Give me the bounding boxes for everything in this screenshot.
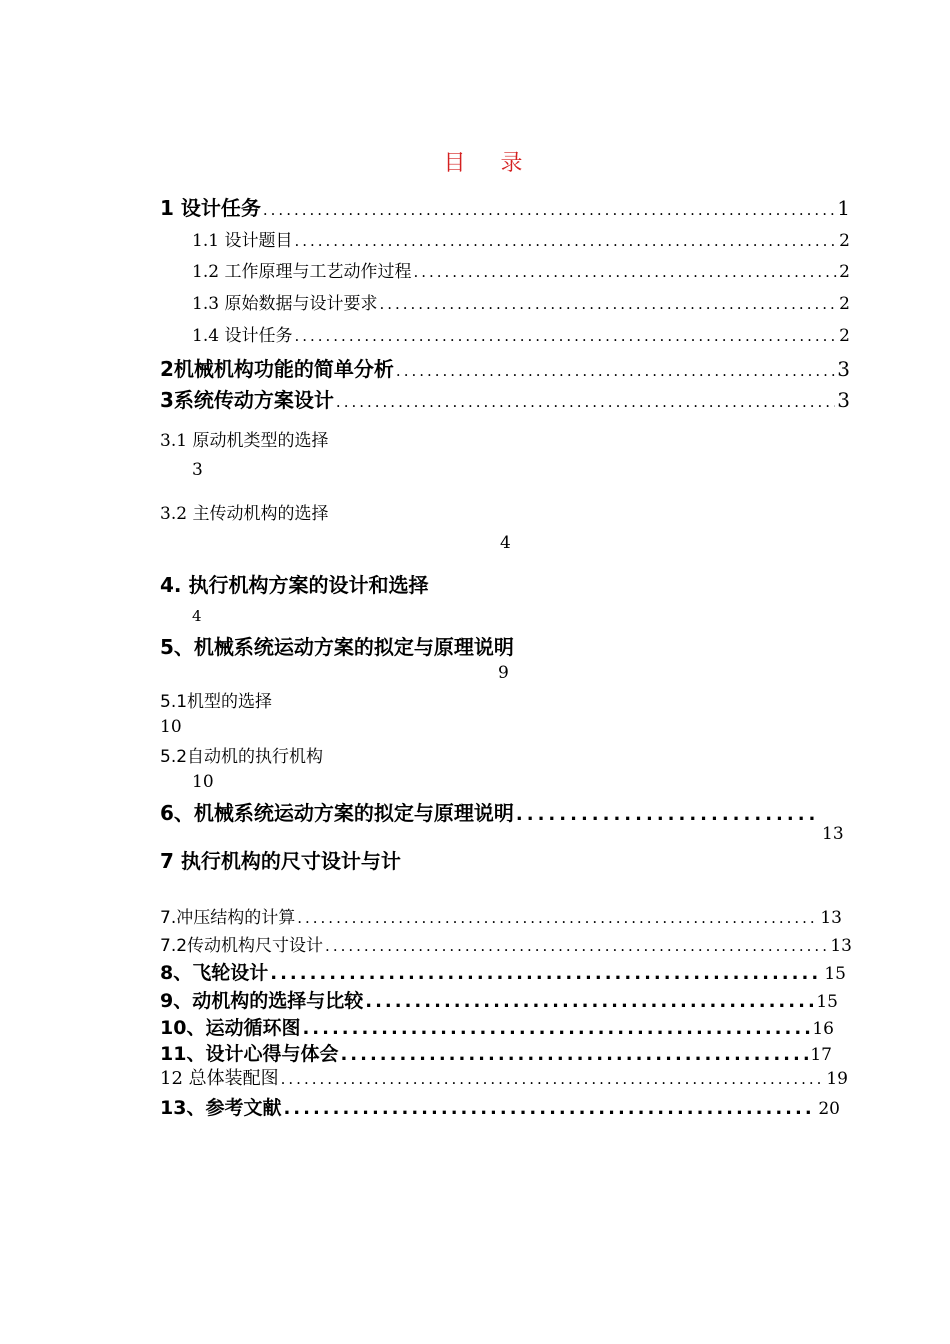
toc-entry-label: 13、参考文献 xyxy=(160,1097,282,1119)
toc-leader-dots xyxy=(281,1070,825,1088)
toc-entry-1-1[interactable] xyxy=(192,226,850,251)
toc-entry-7-2[interactable] xyxy=(160,931,852,956)
toc-entry-9[interactable] xyxy=(160,986,838,1013)
toc-entry-11[interactable] xyxy=(160,1039,832,1066)
toc-entry-7-label[interactable]: 7 执行机构的尺寸设计与计 xyxy=(160,849,401,873)
toc-entry-13[interactable] xyxy=(160,1093,840,1120)
toc-page-number: 13 xyxy=(830,936,852,956)
toc-entry-5-page: 9 xyxy=(498,663,509,683)
toc-entry-6-page: 13 xyxy=(822,824,844,844)
toc-entry-5-1-page: 10 xyxy=(160,717,182,737)
toc-entry-5-2-label[interactable]: 5.2自动机的执行机构 xyxy=(160,747,324,767)
toc-entry-1-3[interactable] xyxy=(192,289,850,314)
toc-leader-dots xyxy=(302,1018,810,1039)
toc-page-number: 17 xyxy=(810,1045,832,1065)
toc-entry-label: 1.4 设计任务 xyxy=(192,326,293,346)
toc-leader-dots xyxy=(379,295,837,313)
toc-entry-7-1[interactable] xyxy=(160,903,842,928)
toc-leader-dots xyxy=(270,963,822,984)
toc-entry-3-2-page: 4 xyxy=(500,533,511,553)
toc-page-number: 3 xyxy=(837,357,850,381)
toc-page-number: 16 xyxy=(812,1019,834,1039)
toc-leader-dots xyxy=(516,804,814,825)
toc-entry-label: 1.2 工作原理与工艺动作过程 xyxy=(192,262,412,282)
toc-entry-label: 10、运动循环图 xyxy=(160,1017,301,1039)
toc-entry-label: 6、机械系统运动方案的拟定与原理说明 xyxy=(160,801,514,825)
toc-page-number: 2 xyxy=(839,231,850,251)
toc-entry-label: 1.1 设计题目 xyxy=(192,231,293,251)
toc-entry-3-1-label[interactable]: 3.1 原动机类型的选择 xyxy=(160,431,329,451)
toc-page-number: 3 xyxy=(837,388,850,412)
toc-entry-label: 8、飞轮设计 xyxy=(160,962,269,984)
toc-entry-label: 7.冲压结构的计算 xyxy=(160,908,296,928)
toc-leader-dots xyxy=(294,232,837,250)
toc-page-number: 19 xyxy=(826,1069,848,1089)
toc-page-number: 1 xyxy=(837,196,850,220)
toc-entry-8[interactable] xyxy=(160,958,846,985)
toc-entry-12[interactable] xyxy=(160,1064,848,1090)
toc-entry-4-label[interactable]: 4. 执行机构方案的设计和选择 xyxy=(160,573,429,597)
toc-entry-3-1-page: 3 xyxy=(192,460,203,480)
toc-leader-dots xyxy=(283,1098,816,1119)
toc-leader-dots xyxy=(297,909,818,927)
toc-page-number: 15 xyxy=(816,992,838,1012)
toc-entry-label: 2机械机构功能的简单分析 xyxy=(160,357,394,381)
toc-entry-label: 11、设计心得与体会 xyxy=(160,1043,339,1065)
toc-leader-dots xyxy=(396,362,835,380)
toc-leader-dots xyxy=(336,393,835,411)
toc-page-number: 2 xyxy=(839,326,850,346)
toc-leader-dots xyxy=(365,991,814,1012)
toc-page-number: 20 xyxy=(818,1099,840,1119)
toc-entry-label: 12 总体装配图 xyxy=(160,1068,279,1089)
toc-entry-label: 1 设计任务 xyxy=(160,196,261,220)
toc-entry-2[interactable] xyxy=(160,353,850,382)
toc-entry-10[interactable] xyxy=(160,1013,834,1040)
toc-entry-1-4[interactable] xyxy=(192,321,850,346)
toc-leader-dots xyxy=(294,327,837,345)
toc-entry-4-page: 4 xyxy=(192,607,202,625)
toc-page-number: 15 xyxy=(824,964,846,984)
toc-entry-1[interactable] xyxy=(160,192,850,221)
toc-entry-label: 7.2传动机构尺寸设计 xyxy=(160,936,324,956)
toc-page-number: 2 xyxy=(839,294,850,314)
toc-entry-5-2-page: 10 xyxy=(192,772,214,792)
toc-entry-label: 9、动机构的选择与比较 xyxy=(160,990,364,1012)
toc-entry-3-2-label[interactable]: 3.2 主传动机构的选择 xyxy=(160,504,329,524)
toc-leader-dots xyxy=(340,1044,808,1065)
toc-leader-dots xyxy=(263,201,835,219)
toc-entry-1-2[interactable] xyxy=(192,257,850,282)
toc-entry-label: 1.3 原始数据与设计要求 xyxy=(192,294,378,314)
toc-entry-3[interactable] xyxy=(160,384,850,413)
toc-title: 目 录 xyxy=(443,151,537,176)
toc-entry-5-label[interactable]: 5、机械系统运动方案的拟定与原理说明 xyxy=(160,635,514,659)
toc-leader-dots xyxy=(325,937,828,955)
toc-page-number: 2 xyxy=(839,262,850,282)
toc-entry-label: 3系统传动方案设计 xyxy=(160,388,334,412)
toc-entry-5-1-label[interactable]: 5.1机型的选择 xyxy=(160,692,273,712)
toc-leader-dots xyxy=(413,263,837,281)
toc-entry-6[interactable] xyxy=(160,797,816,826)
toc-page-number: 13 xyxy=(820,908,842,928)
